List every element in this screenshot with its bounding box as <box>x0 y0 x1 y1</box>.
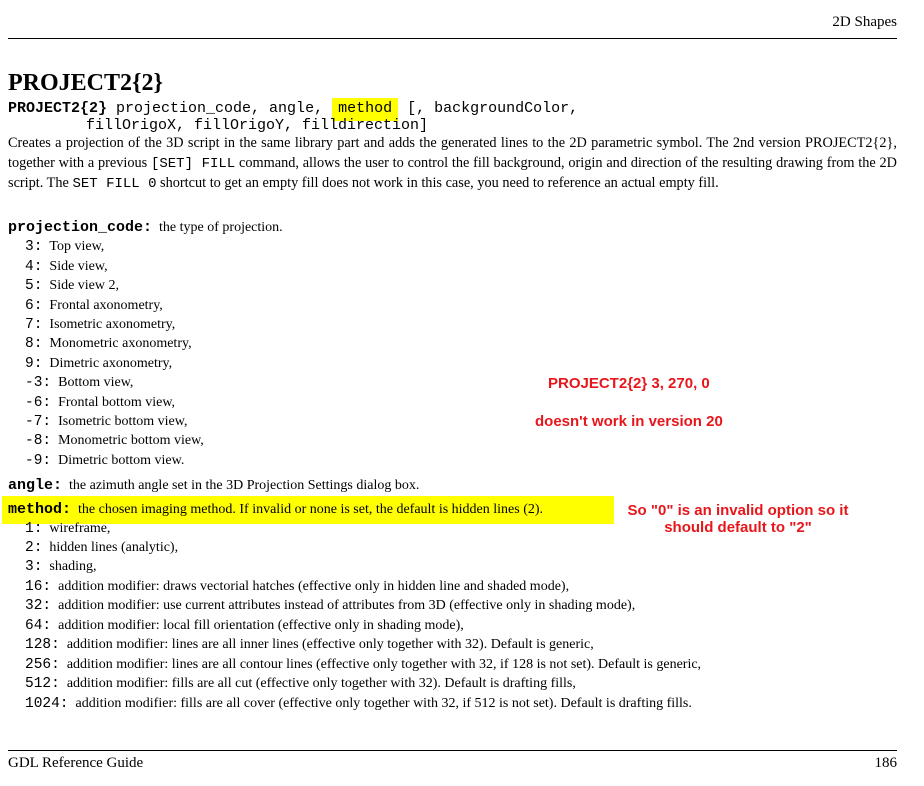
list-item <box>25 317 175 333</box>
list-item <box>25 521 110 537</box>
list-item <box>25 356 172 372</box>
param-desc: the type of projection. <box>159 220 283 235</box>
item-code: 128: <box>25 637 60 653</box>
param-angle <box>8 477 419 494</box>
item-label: addition modifier: lines are all contour lines (effective only together with 32, if 128 is not set). Default is generic, <box>66 657 702 672</box>
param-name: angle: <box>8 477 63 494</box>
item-code: 512: <box>25 676 60 692</box>
list-item <box>25 336 192 352</box>
list-item <box>25 433 204 449</box>
section-title: 2D Shapes <box>832 14 897 30</box>
annotation-version-note: doesn't work in version 20 <box>535 413 723 430</box>
param-projection-code <box>8 219 283 236</box>
annotation-default-note-line-2: should default to "2" <box>664 519 812 536</box>
item-label: Monometric bottom view, <box>58 433 204 448</box>
annotation-default-note <box>614 502 862 536</box>
item-code: -6: <box>25 395 52 411</box>
syntax-line-1 <box>8 100 578 117</box>
item-label: Frontal axonometry, <box>49 298 163 313</box>
list-item <box>25 395 175 411</box>
item-code: 2: <box>25 540 43 556</box>
item-label: Monometric axonometry, <box>49 336 192 351</box>
list-item <box>25 657 701 673</box>
syntax-params: projection_code, angle, <box>107 100 333 117</box>
param-name: method: <box>8 501 72 518</box>
list-item <box>25 696 692 712</box>
description-text-2: command, allows the user to control the fill background, origin and direction of the resulting drawing from the 2D script. The <box>8 154 898 192</box>
list-item <box>25 559 96 575</box>
item-code: 9: <box>25 356 43 372</box>
page-title: PROJECT2{2} <box>8 70 163 96</box>
list-item <box>25 259 108 275</box>
item-code: 8: <box>25 336 43 352</box>
param-desc: the chosen imaging method. If invalid or none is set, the default is hidden lines (2). <box>78 502 544 517</box>
item-label: Side view, <box>49 259 108 274</box>
annotation-default-note-line-1: So "0" is an invalid option so it <box>627 502 849 519</box>
item-label: Isometric axonometry, <box>49 317 176 332</box>
item-code: -3: <box>25 375 52 391</box>
description-text-1: Creates a projection of the 3D script in the same library part and adds the generated lines to the 2D parametric symbol. The 2nd version PROJECT2{2}, together with a previous <box>8 135 897 171</box>
item-code: 256: <box>25 657 60 673</box>
footer-rule <box>8 750 897 751</box>
list-item <box>25 618 464 634</box>
item-label: shading, <box>49 559 97 574</box>
syntax-method-highlight: method <box>332 98 398 121</box>
item-label: Bottom view, <box>58 375 134 390</box>
item-label: addition modifier: local fill orientation (effective only in shading mode), <box>58 618 464 633</box>
item-label: Side view 2, <box>49 278 120 293</box>
list-item <box>25 453 184 469</box>
item-code: -8: <box>25 433 52 449</box>
list-item <box>25 278 119 294</box>
list-item <box>25 414 187 430</box>
item-label: addition modifier: draws vectorial hatches (effective only in hidden line and shaded mode), <box>58 579 570 594</box>
item-code: 1024: <box>25 696 69 712</box>
item-code: -7: <box>25 414 52 430</box>
param-name: projection_code: <box>8 219 153 236</box>
list-item <box>25 239 104 255</box>
item-label: wireframe, <box>49 521 111 536</box>
item-code: 7: <box>25 317 43 333</box>
param-desc: the azimuth angle set in the 3D Projection Settings dialog box. <box>69 478 420 493</box>
header-rule <box>8 38 897 39</box>
item-label: hidden lines (analytic), <box>49 540 179 555</box>
item-code: -9: <box>25 453 52 469</box>
description-text-3: shortcut to get an empty fill does not work in this case, you need to reference an actual empty fill. <box>156 175 719 192</box>
list-item <box>25 579 569 595</box>
list-item <box>25 375 133 391</box>
description-code-2: SET FILL 0 <box>72 176 157 193</box>
item-code: 4: <box>25 259 43 275</box>
item-code: 1: <box>25 521 43 537</box>
item-label: Top view, <box>49 239 105 254</box>
item-code: 3: <box>25 559 43 575</box>
list-item <box>25 676 576 692</box>
item-label: addition modifier: fills are all cut (effective only together with 32). Default is drafting fills, <box>66 676 576 691</box>
annotation-example: PROJECT2{2} 3, 270, 0 <box>548 375 710 392</box>
item-label: Frontal bottom view, <box>58 395 176 410</box>
item-label: Isometric bottom view, <box>58 414 188 429</box>
list-item <box>25 598 635 614</box>
item-label: addition modifier: lines are all inner lines (effective only together with 32). Default is generic, <box>66 637 594 652</box>
list-item <box>25 637 594 653</box>
item-code: 32: <box>25 598 52 614</box>
item-code: 6: <box>25 298 43 314</box>
syntax-optional-params: [, backgroundColor, <box>398 100 579 117</box>
param-method <box>8 501 543 518</box>
list-item <box>25 540 178 556</box>
syntax-keyword: PROJECT2{2} <box>8 100 108 117</box>
list-item <box>25 298 163 314</box>
item-label: addition modifier: fills are all cover (effective only together with 32, if 512 is not set). Default is drafting fills. <box>75 696 692 711</box>
item-label: addition modifier: use current attributes instead of attributes from 3D (effective only in shading mode), <box>58 598 636 613</box>
item-code: 5: <box>25 278 43 294</box>
item-label: Dimetric axonometry, <box>49 356 173 371</box>
item-label: Dimetric bottom view. <box>58 453 185 468</box>
description-code-1: [SET] FILL <box>150 155 236 172</box>
item-code: 3: <box>25 239 43 255</box>
page-number: 186 <box>874 755 897 771</box>
syntax-line-2: fillOrigoX, fillOrigoY, filldirection] <box>86 117 429 134</box>
page-header <box>8 0 897 40</box>
footer-title: GDL Reference Guide <box>8 755 144 771</box>
description-paragraph <box>8 134 897 195</box>
item-code: 16: <box>25 579 52 595</box>
item-code: 64: <box>25 618 52 634</box>
